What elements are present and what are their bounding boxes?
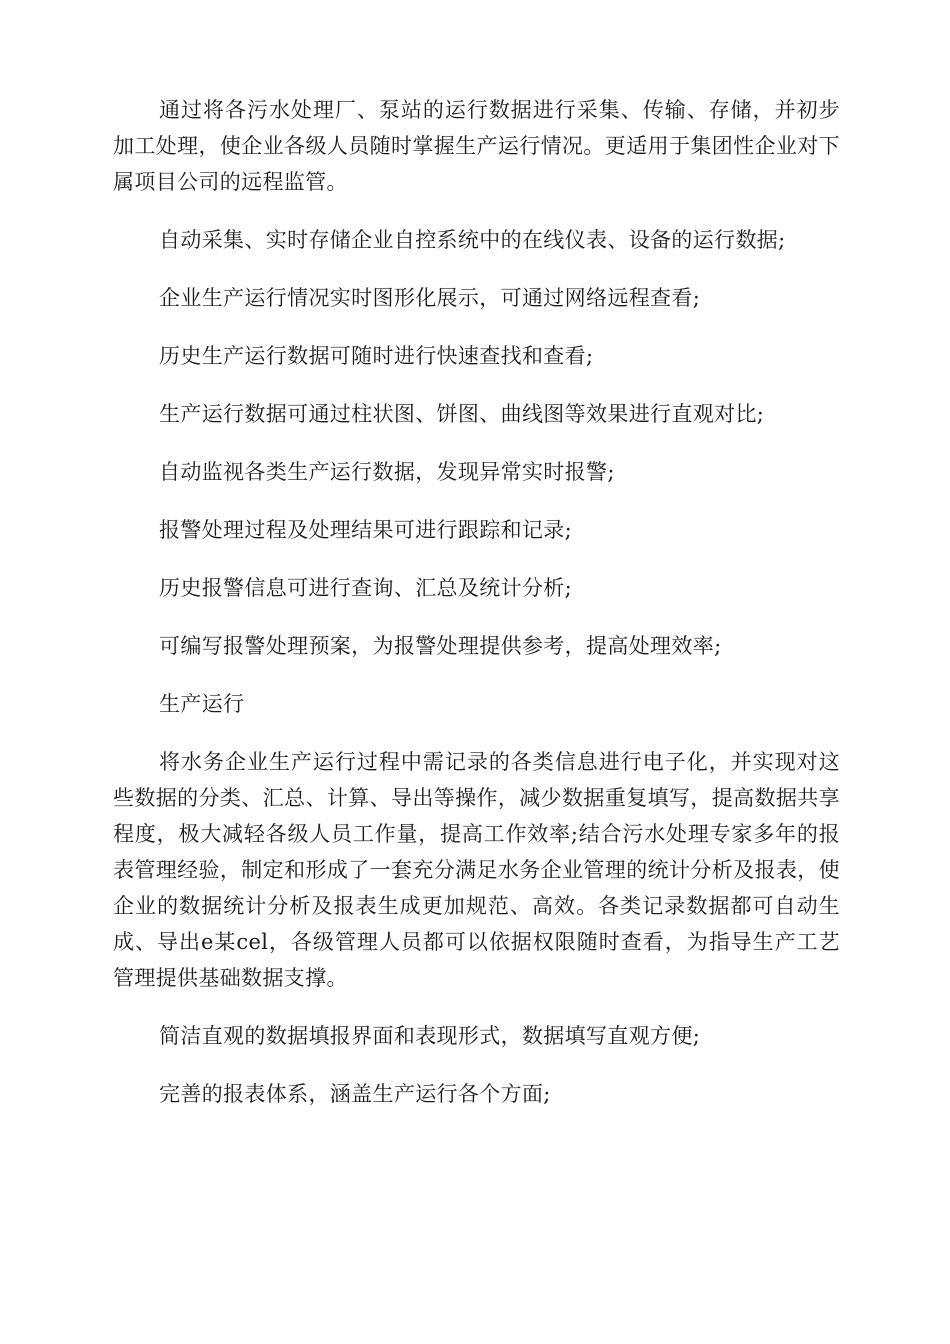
paragraph-feature-report-system: 完善的报表体系，涵盖生产运行各个方面;	[159, 1082, 551, 1106]
paragraph-feature-graphic-display: 企业生产运行情况实时图形化展示，可通过网络远程查看;	[159, 286, 701, 310]
paragraph-production-description: 将水务企业生产运行过程中需记录的各类信息进行电子化，并实现对这些数据的分类、汇总、计算、导出等操作，减少数据重复填写，提高数据共享程度，极大减轻各级人员工作量，提高工作效率;结合污水处理专家多年的报表管理经验，制定和形成了一套充分满足水务企业管理的统计分析及报表，使企业的数据统计分析及报表生成更加规范、高效。各类记录数据都可自动生成、导出e某cel，各级管理人员都可以依据权限随时查看，为指导生产工艺管理提供基础数据支撑。	[113, 750, 840, 990]
section-heading-production: 生产运行	[159, 692, 245, 716]
paragraph-feature-auto-collect: 自动采集、实时存储企业自控系统中的在线仪表、设备的运行数据;	[159, 228, 786, 252]
paragraph-feature-alarm-tracking: 报警处理过程及处理结果可进行跟踪和记录;	[159, 518, 573, 542]
paragraph-feature-chart-compare: 生产运行数据可通过柱状图、饼图、曲线图等效果进行直观对比;	[159, 402, 765, 426]
paragraph-feature-alarm-plan: 可编写报警处理预案，为报警处理提供参考，提高处理效率;	[159, 634, 722, 658]
paragraph-feature-auto-alarm: 自动监视各类生产运行数据，发现异常实时报警;	[159, 460, 615, 484]
paragraph-feature-data-entry: 简洁直观的数据填报界面和表现形式，数据填写直观方便;	[159, 1024, 701, 1048]
paragraph-intro: 通过将各污水处理厂、泵站的运行数据进行采集、传输、存储，并初步加工处理，使企业各级人员随时掌握生产运行情况。更适用于集团性企业对下属项目公司的远程监管。	[113, 98, 840, 194]
paragraph-feature-alarm-history: 历史报警信息可进行查询、汇总及统计分析;	[159, 576, 573, 600]
document-body	[113, 92, 840, 1134]
paragraph-feature-history-search: 历史生产运行数据可随时进行快速查找和查看;	[159, 344, 594, 368]
